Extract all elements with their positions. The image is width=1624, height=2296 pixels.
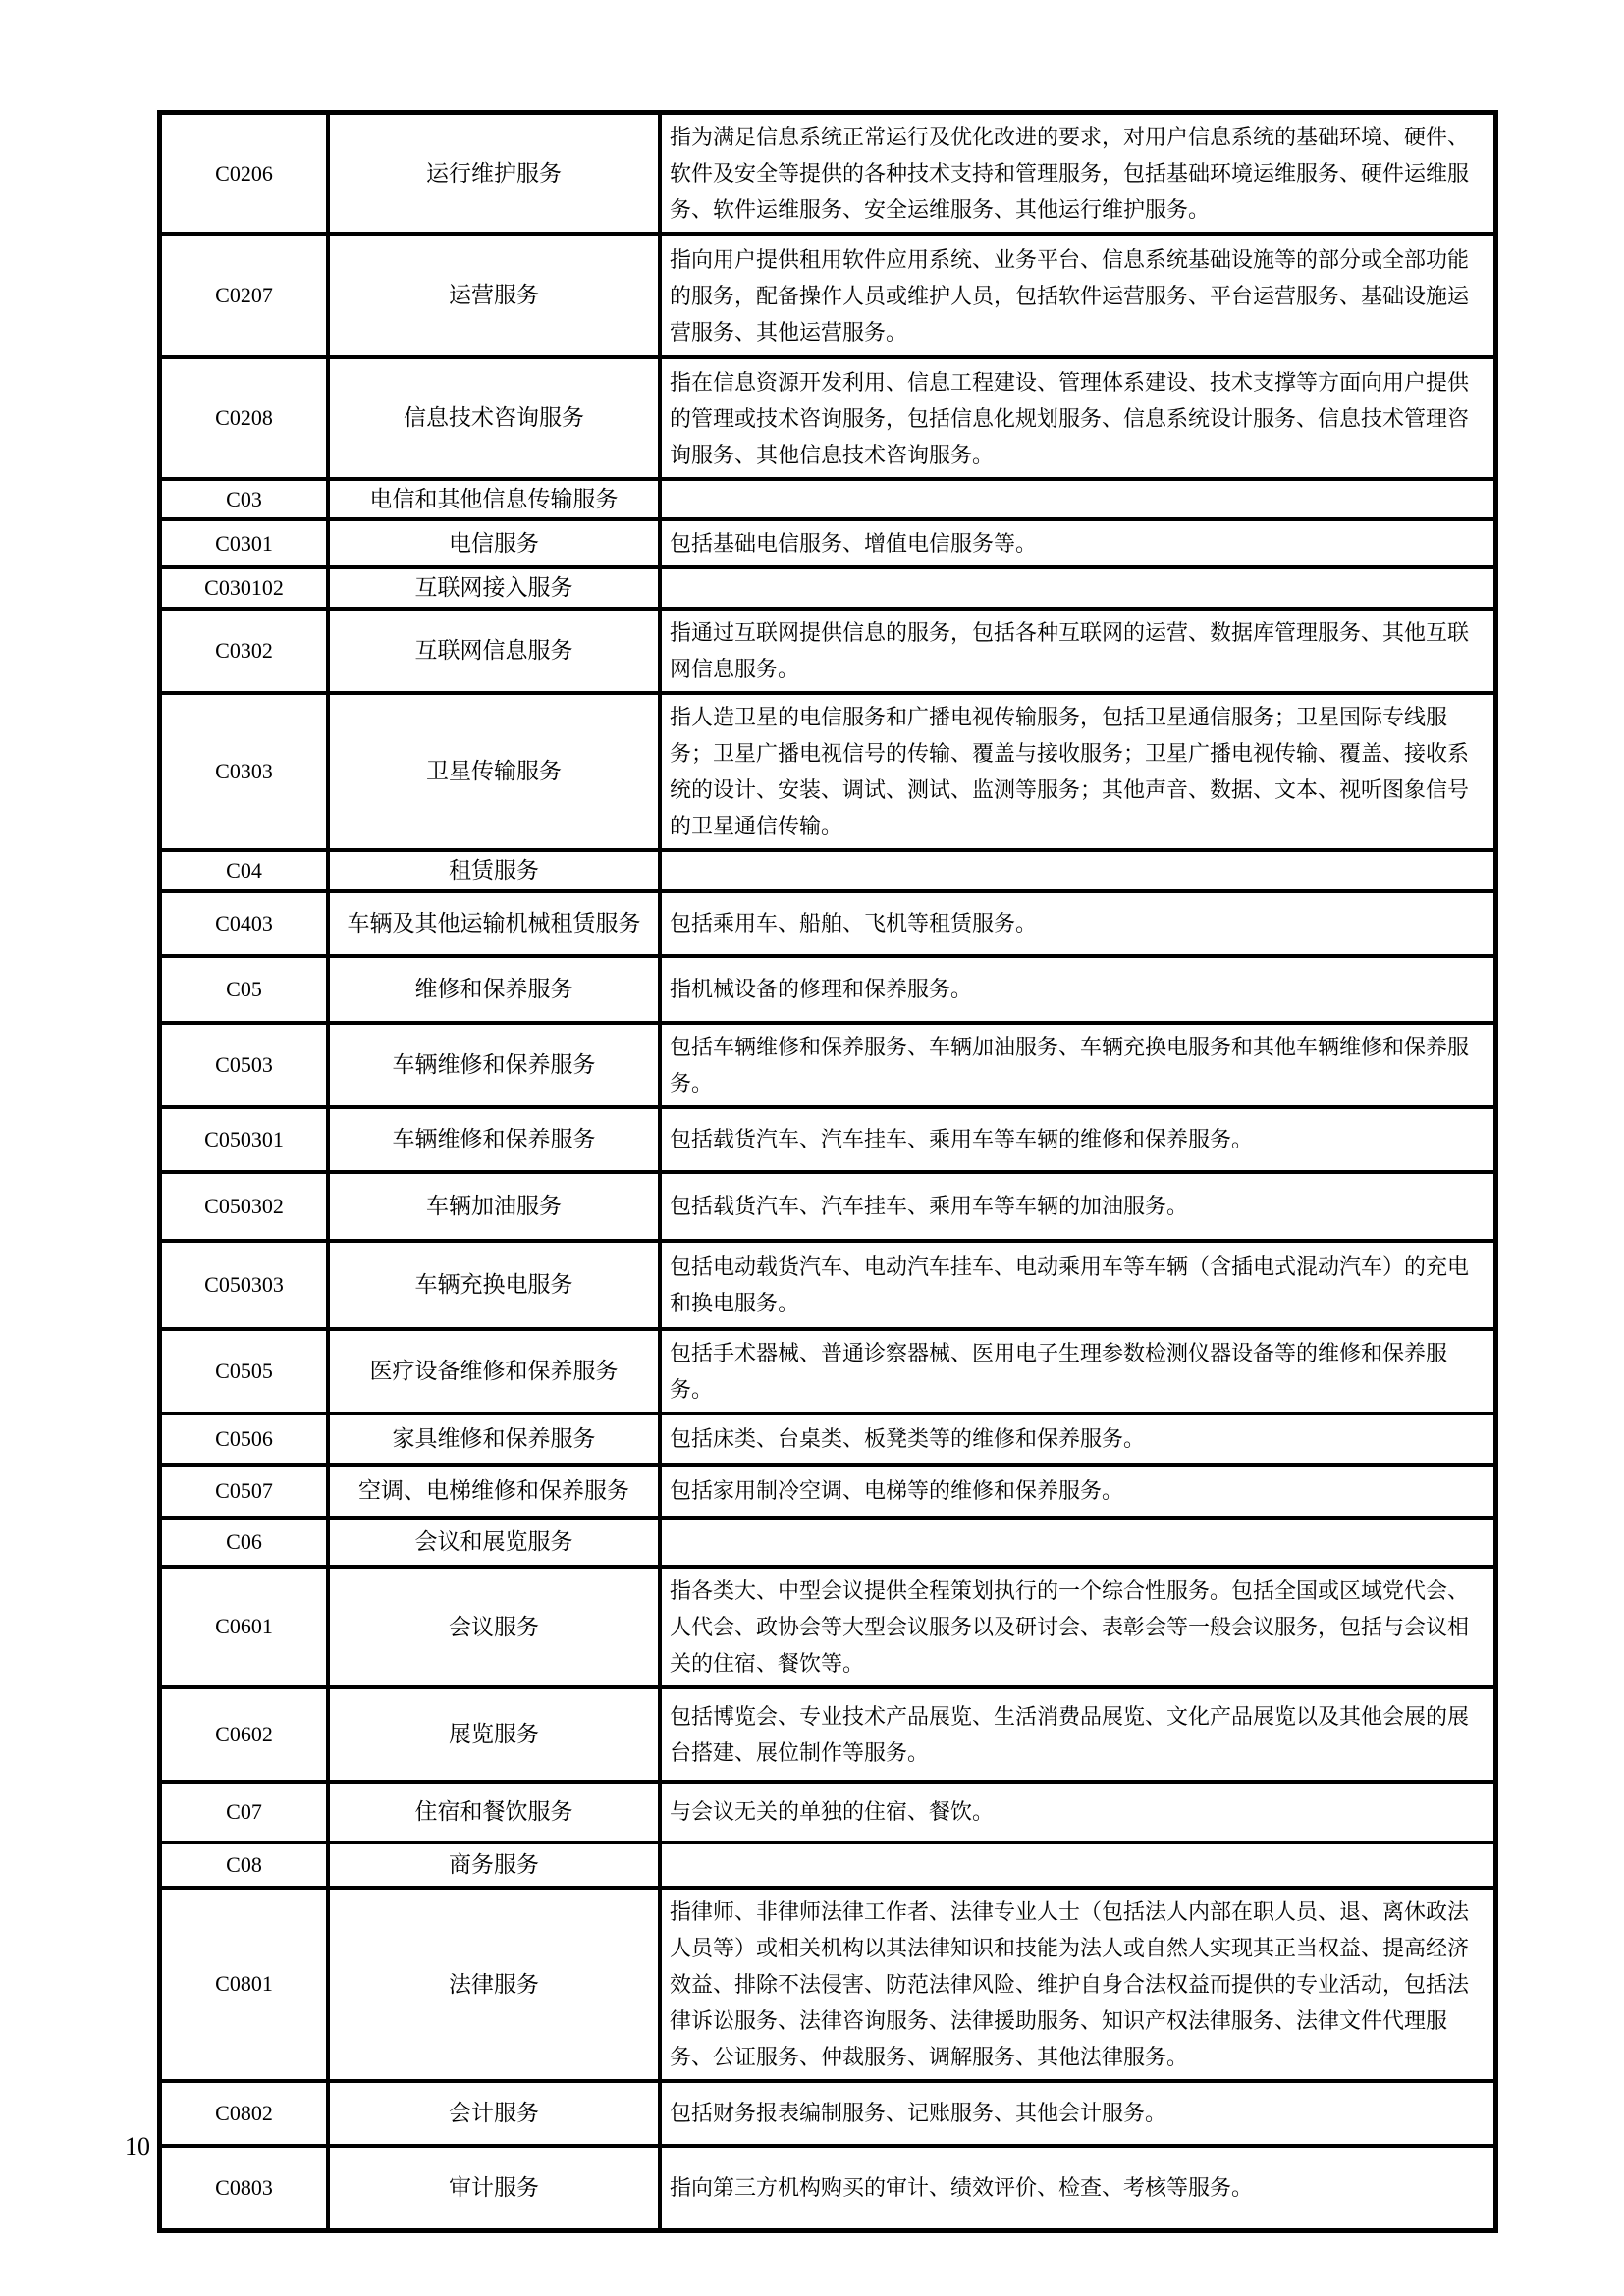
desc-cell	[662, 1467, 1493, 1516]
table-row	[162, 2079, 1493, 2144]
table-row	[162, 1780, 1493, 1841]
code-cell: C0803	[162, 2148, 330, 2228]
desc-text: 指律师、非律师法律工作者、法律专业人士（包括法人内部在职人员、退、离休政法人员等）或相关机构以其法律知识和技能为法人或自然人实现其正当权益、提高经济效益、排除不法侵害、防范法律风险、维护自身合法权益而提供的专业活动，包括法律诉讼服务、法律咨询服务、法律援助服务、知识产权法律服务、法律文件代理服务、公证服务、仲裁服务、调解服务、其他法律服务。	[670, 1898, 1470, 2069]
desc-cell	[662, 481, 1493, 517]
table-row	[162, 565, 1493, 606]
table-row	[162, 691, 1493, 848]
name-cell: 维修和保养服务	[330, 958, 662, 1021]
desc-cell	[662, 611, 1493, 691]
desc-cell	[662, 1569, 1493, 1685]
desc-cell	[662, 1520, 1493, 1565]
desc-text: 包括车辆维修和保养服务、车辆加油服务、车辆充换电服务和其他车辆维修和保养服务。	[670, 1034, 1470, 1095]
code-cell: C08	[162, 1844, 330, 1886]
name-cell: 租赁服务	[330, 852, 662, 889]
desc-text: 与会议无关的单独的住宿、餐饮。	[670, 1799, 995, 1825]
code-cell: C0301	[162, 521, 330, 565]
desc-text: 指在信息资源开发利用、信息工程建设、管理体系建设、技术支撑等方面向用户提供的管理或技术咨询服务，包括信息化规划服务、信息系统设计服务、信息技术管理咨询服务、其他信息技术咨询服务。	[670, 369, 1470, 467]
table-row	[162, 1841, 1493, 1886]
code-cell: C030102	[162, 569, 330, 606]
code-cell: C0602	[162, 1689, 330, 1780]
name-cell: 电信和其他信息传输服务	[330, 481, 662, 517]
name-cell: 审计服务	[330, 2148, 662, 2228]
desc-text: 指向第三方机构购买的审计、绩效评价、检查、考核等服务。	[670, 2175, 1254, 2201]
desc-cell	[662, 893, 1493, 954]
table-row	[162, 1170, 1493, 1239]
name-cell: 医疗设备维修和保养服务	[330, 1331, 662, 1412]
name-cell: 车辆充换电服务	[330, 1243, 662, 1327]
code-cell: C0403	[162, 893, 330, 954]
desc-text: 包括基础电信服务、增值电信服务等。	[670, 531, 1038, 557]
table-row	[162, 115, 1493, 232]
name-cell: 车辆维修和保养服务	[330, 1025, 662, 1105]
desc-cell	[662, 569, 1493, 606]
name-cell: 运营服务	[330, 236, 662, 355]
desc-text: 包括载货汽车、汽车挂车、乘用车等车辆的加油服务。	[670, 1194, 1189, 1219]
desc-cell	[662, 359, 1493, 477]
code-cell: C0207	[162, 236, 330, 355]
name-cell: 卫星传输服务	[330, 695, 662, 848]
name-cell: 法律服务	[330, 1890, 662, 2079]
code-cell: C07	[162, 1784, 330, 1841]
code-cell: C0503	[162, 1025, 330, 1105]
desc-text: 包括手术器械、普通诊察器械、医用电子生理参数检测仪器设备等的维修和保养服务。	[670, 1340, 1448, 1402]
name-cell: 空调、电梯维修和保养服务	[330, 1467, 662, 1516]
table-row	[162, 517, 1493, 565]
name-cell: 住宿和餐饮服务	[330, 1784, 662, 1841]
name-cell: 信息技术咨询服务	[330, 359, 662, 477]
desc-cell	[662, 1243, 1493, 1327]
name-cell: 车辆加油服务	[330, 1174, 662, 1239]
name-cell: 会计服务	[330, 2083, 662, 2144]
desc-cell	[662, 1890, 1493, 2079]
table-row	[162, 355, 1493, 477]
desc-text: 包括博览会、专业技术产品展览、生活消费品展览、文化产品展览以及其他会展的展台搭建、展位制作等服务。	[670, 1703, 1470, 1765]
code-cell: C03	[162, 481, 330, 517]
page-number: 10	[125, 2132, 150, 2161]
code-cell: C0208	[162, 359, 330, 477]
table-row	[162, 1463, 1493, 1516]
code-cell: C050301	[162, 1109, 330, 1170]
name-cell: 运行维护服务	[330, 115, 662, 232]
table-row	[162, 1565, 1493, 1685]
table-row	[162, 1327, 1493, 1412]
desc-cell	[662, 1109, 1493, 1170]
name-cell: 车辆及其他运输机械租赁服务	[330, 893, 662, 954]
desc-cell	[662, 695, 1493, 848]
table-row	[162, 607, 1493, 691]
name-cell: 展览服务	[330, 1689, 662, 1780]
name-cell: 互联网接入服务	[330, 569, 662, 606]
classification-table	[157, 110, 1498, 2233]
code-cell: C0507	[162, 1467, 330, 1516]
desc-cell	[662, 236, 1493, 355]
desc-cell	[662, 2148, 1493, 2228]
desc-text: 包括家用制冷空调、电梯等的维修和保养服务。	[670, 1478, 1124, 1504]
desc-cell	[662, 1784, 1493, 1841]
desc-text: 包括电动载货汽车、电动汽车挂车、电动乘用车等车辆（含插电式混动汽车）的充电和换电服务。	[670, 1254, 1470, 1315]
desc-text: 指通过互联网提供信息的服务，包括各种互联网的运营、数据库管理服务、其他互联网信息服务。	[670, 619, 1470, 681]
table-row	[162, 954, 1493, 1021]
code-cell: C0206	[162, 115, 330, 232]
desc-text: 指各类大、中型会议提供全程策划执行的一个综合性服务。包括全国或区域党代会、人代会、政协会等大型会议服务以及研讨会、表彰会等一般会议服务，包括与会议相关的住宿、餐饮等。	[670, 1577, 1470, 1676]
desc-cell	[662, 1689, 1493, 1780]
code-cell: C050303	[162, 1243, 330, 1327]
name-cell: 车辆维修和保养服务	[330, 1109, 662, 1170]
name-cell: 商务服务	[330, 1844, 662, 1886]
desc-cell	[662, 958, 1493, 1021]
table-row	[162, 1886, 1493, 2079]
desc-cell	[662, 521, 1493, 565]
code-cell: C0505	[162, 1331, 330, 1412]
table-row	[162, 2144, 1493, 2228]
name-cell: 会议服务	[330, 1569, 662, 1685]
code-cell: C050302	[162, 1174, 330, 1239]
code-cell: C0302	[162, 611, 330, 691]
table-row	[162, 1105, 1493, 1170]
code-cell: C05	[162, 958, 330, 1021]
desc-cell	[662, 1331, 1493, 1412]
code-cell: C06	[162, 1520, 330, 1565]
desc-cell	[662, 115, 1493, 232]
desc-cell	[662, 1844, 1493, 1886]
table-row	[162, 1021, 1493, 1105]
desc-cell	[662, 1025, 1493, 1105]
code-cell: C0801	[162, 1890, 330, 2079]
desc-text: 指人造卫星的电信服务和广播电视传输服务，包括卫星通信服务；卫星国际专线服务；卫星广播电视信号的传输、覆盖与接收服务；卫星广播电视传输、覆盖、接收系统的设计、安装、调试、测试、监测等服务；其他声音、数据、文本、视听图象信号的卫星通信传输。	[670, 704, 1470, 838]
name-cell: 家具维修和保养服务	[330, 1415, 662, 1463]
desc-cell	[662, 1174, 1493, 1239]
table-row	[162, 1239, 1493, 1327]
table-row	[162, 848, 1493, 889]
name-cell: 电信服务	[330, 521, 662, 565]
code-cell: C04	[162, 852, 330, 889]
desc-text: 指机械设备的修理和保养服务。	[670, 977, 973, 1002]
code-cell: C0506	[162, 1415, 330, 1463]
desc-text: 指向用户提供租用软件应用系统、业务平台、信息系统基础设施等的部分或全部功能的服务，配备操作人员或维护人员，包括软件运营服务、平台运营服务、基础设施运营服务、其他运营服务。	[670, 246, 1470, 345]
desc-cell	[662, 2083, 1493, 2144]
code-cell: C0303	[162, 695, 330, 848]
desc-text: 包括财务报表编制服务、记账服务、其他会计服务。	[670, 2101, 1167, 2126]
table-row	[162, 1412, 1493, 1463]
desc-text: 指为满足信息系统正常运行及优化改进的要求，对用户信息系统的基础环境、硬件、软件及安全等提供的各种技术支持和管理服务，包括基础环境运维服务、硬件运维服务、软件运维服务、安全运维服务、其他运行维护服务。	[670, 125, 1470, 222]
code-cell: C0802	[162, 2083, 330, 2144]
code-cell: C0601	[162, 1569, 330, 1685]
table-row	[162, 1685, 1493, 1780]
table-row	[162, 1516, 1493, 1565]
name-cell: 会议和展览服务	[330, 1520, 662, 1565]
table-row	[162, 232, 1493, 355]
desc-text: 包括载货汽车、汽车挂车、乘用车等车辆的维修和保养服务。	[670, 1127, 1254, 1152]
table-row	[162, 477, 1493, 517]
name-cell: 互联网信息服务	[330, 611, 662, 691]
desc-cell	[662, 1415, 1493, 1463]
desc-cell	[662, 852, 1493, 889]
desc-text: 包括乘用车、船舶、飞机等租赁服务。	[670, 911, 1038, 936]
desc-text: 包括床类、台桌类、板凳类等的维修和保养服务。	[670, 1426, 1146, 1452]
table-row	[162, 889, 1493, 954]
